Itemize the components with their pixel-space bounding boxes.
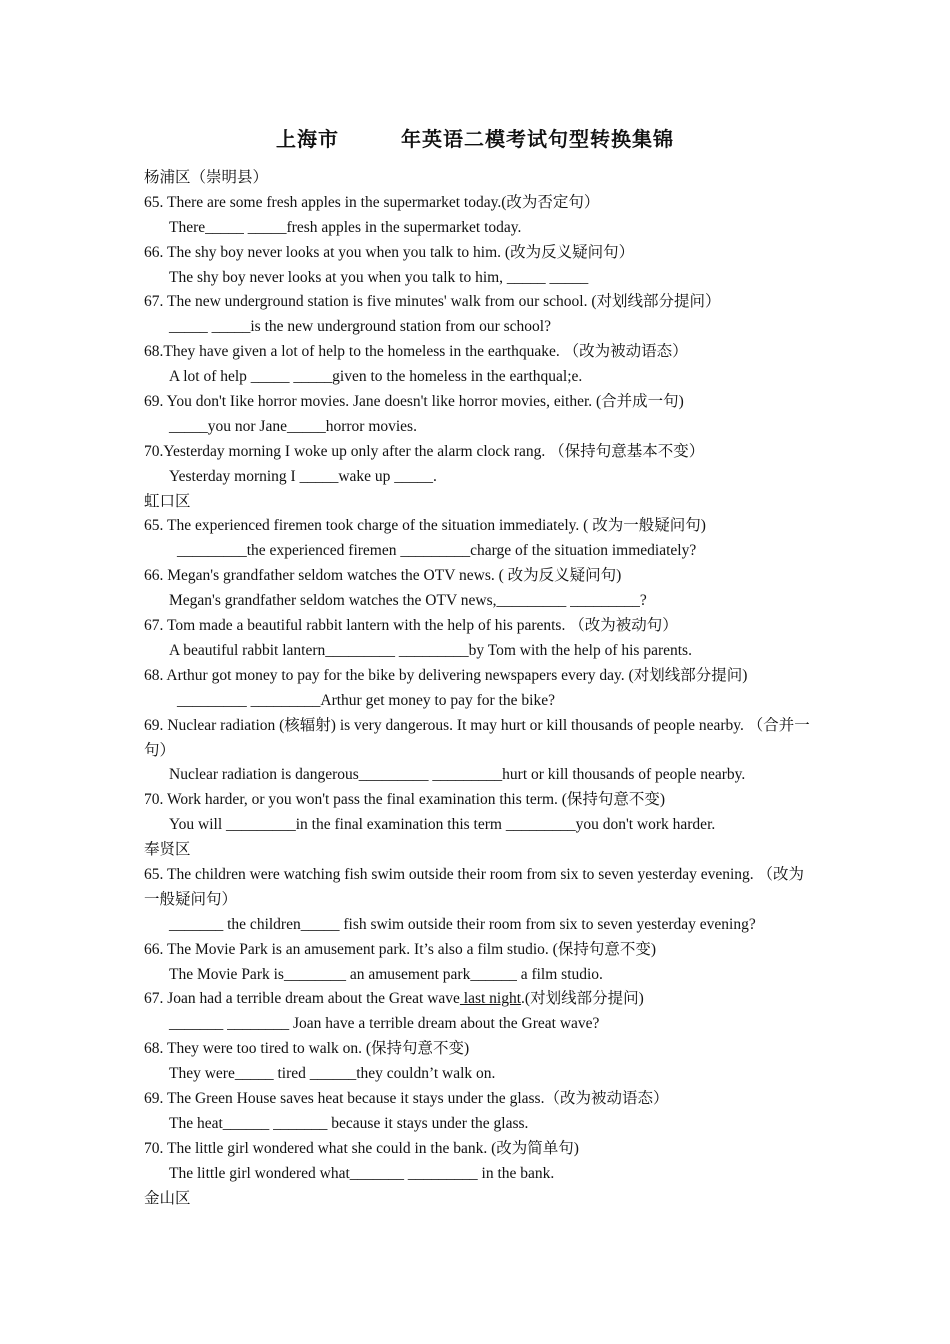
answer-line: The little girl wondered what_______ _________ in the bank. <box>169 1164 555 1182</box>
question-line: 66. The Movie Park is an amusement park. It’s also a film studio. (保持句意不变) <box>144 940 656 958</box>
answer-line: You will _________in the final examination this term _________you don't work harder. <box>169 816 716 834</box>
answer-line: Nuclear radiation is dangerous_________ _________hurt or kill thousands of people nearby. <box>169 766 746 784</box>
answer-line: _______ the children_____ fish swim outside their room from six to seven yesterday evening? <box>169 915 756 933</box>
question-line: 65. The children were watching fish swim outside their room from six to seven yesterday evening. （改为一般疑问句） <box>144 865 805 908</box>
question-line: 68. They were too tired to walk on. (保持句意不变) <box>144 1040 470 1058</box>
answer-line: They were_____ tired ______they couldn’t walk on. <box>169 1065 496 1083</box>
question-line: 69. Nuclear radiation (核辐射) is very dangerous. It may hurt or kill thousands of people nearby. （合并一句） <box>144 716 810 759</box>
question-line: 66. Megan's grandfather seldom watches the OTV news. ( 改为反义疑问句) <box>144 567 622 585</box>
answer-line: The heat______ _______ because it stays under the glass. <box>169 1114 529 1132</box>
answer-line: _____ _____is the new underground station from our school? <box>169 318 551 336</box>
answer-line: _______ ________ Joan have a terrible dream about the Great wave? <box>169 1015 600 1033</box>
answer-line: The shy boy never looks at you when you talk to him, _____ _____ <box>169 268 589 286</box>
answer-line: A lot of help _____ _____given to the homeless in the earthqual;e. <box>169 368 583 386</box>
question-line: 70.Yesterday morning I woke up only after the alarm clock rang. （保持句意基本不变） <box>144 442 705 460</box>
question-line: 65. The experienced firemen took charge of the situation immediately. ( 改为一般疑问句) <box>144 517 706 535</box>
question-line: 65. There are some fresh apples in the supermarket today.(改为否定句） <box>144 193 600 211</box>
section-heading-jinshan: 金山区 <box>144 1189 191 1207</box>
question-line: 67. Tom made a beautiful rabbit lantern with the help of his parents. （改为被动句） <box>144 617 678 635</box>
underlined-phrase: last night <box>459 990 522 1008</box>
answer-line: A beautiful rabbit lantern_________ _________by Tom with the help of his parents. <box>169 641 692 659</box>
answer-line: There_____ _____fresh apples in the supermarket today. <box>169 218 522 236</box>
title-city: 上海市 <box>276 127 339 151</box>
section-heading-hongkou: 虹口区 <box>144 492 191 510</box>
question-line <box>144 987 814 1012</box>
page-title <box>0 123 950 152</box>
answer-line: Yesterday morning I _____wake up _____. <box>169 467 437 485</box>
answer-line: _________ _________Arthur get money to pay for the bike? <box>177 691 555 709</box>
question-line: 70. Work harder, or you won't pass the final examination this term. (保持句意不变) <box>144 791 666 809</box>
question-line: 70. The little girl wondered what she could in the bank. (改为简单句) <box>144 1139 579 1157</box>
question-instruction: .(对划线部分提问) <box>521 990 644 1008</box>
answer-line: Megan's grandfather seldom watches the OTV news,_________ _________? <box>169 592 647 610</box>
document-body <box>144 166 814 1211</box>
answer-line: The Movie Park is________ an amusement park______ a film studio. <box>169 965 603 983</box>
title-main: 年英语二模考试句型转换集锦 <box>401 127 674 151</box>
section-heading-fengxian: 奉贤区 <box>144 841 191 859</box>
question-line: 68.They have given a lot of help to the homeless in the earthquake. （改为被动语态） <box>144 343 688 361</box>
answer-line: _________the experienced firemen _________charge of the situation immediately? <box>177 542 697 560</box>
question-line: 69. The Green House saves heat because it stays under the glass.（改为被动语态） <box>144 1090 669 1108</box>
question-line: 66. The shy boy never looks at you when you talk to him. (改为反义疑问句） <box>144 243 635 261</box>
question-line: 68. Arthur got money to pay for the bike by delivering newspapers every day. (对划线部分提问) <box>144 666 748 684</box>
question-line: 69. You don't Iike horror movies. Jane doesn't like horror movies, either. (合并成一句) <box>144 393 684 411</box>
question-line: 67. The new underground station is five minutes' walk from our school. (对划线部分提问） <box>144 293 721 311</box>
answer-line: _____you nor Jane_____horror movies. <box>169 417 417 435</box>
question-text: 67. Joan had a terrible dream about the Great wave <box>144 990 460 1008</box>
section-heading-yangpu: 杨浦区（崇明县） <box>144 169 269 186</box>
